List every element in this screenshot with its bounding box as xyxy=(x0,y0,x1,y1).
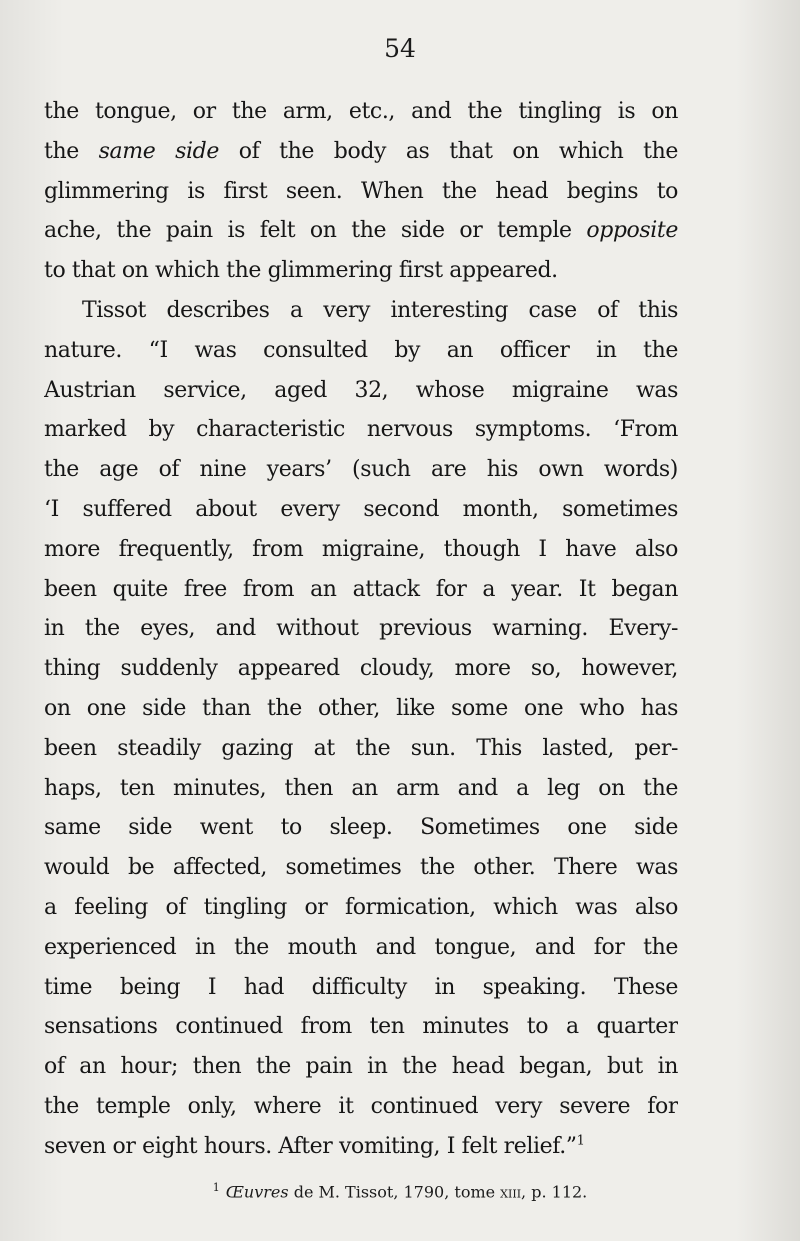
text-run: the xyxy=(44,138,99,164)
text-run: the tongue, or the arm, etc., and the tingling is on xyxy=(44,99,678,124)
text-run: experienced in the mouth and tongue, and for the xyxy=(44,934,678,960)
text-line xyxy=(44,808,678,848)
text-line xyxy=(44,172,678,212)
text-line xyxy=(44,331,678,371)
footnote-reference: 1 xyxy=(576,1133,585,1149)
text-run: same side went to sleep. Sometimes one side xyxy=(44,815,678,841)
text-run: glimmering is first seen. When the head begins to xyxy=(44,178,678,204)
text-line xyxy=(44,769,678,809)
text-run: on one side than the other, like some one who has xyxy=(44,695,678,721)
text-line xyxy=(44,968,678,1008)
body-text xyxy=(44,92,678,1167)
emphasis-text: opposite xyxy=(586,218,678,244)
text-line xyxy=(44,1127,678,1167)
text-run: been steadily gazing at the sun. This lasted, per- xyxy=(44,735,678,761)
text-run: would be affected, sometimes the other. There was xyxy=(44,855,678,881)
footnote-marker: 1 xyxy=(212,1181,220,1194)
text-run: Austrian service, aged 32, whose migraine was xyxy=(44,377,678,403)
text-line xyxy=(44,888,678,928)
text-run: ache, the pain is felt on the side or temple xyxy=(44,218,587,244)
page-number: 54 xyxy=(384,34,416,63)
text-line xyxy=(44,649,678,689)
footnote-text-b: , p. 112. xyxy=(521,1182,588,1202)
text-run: the age of nine years’ (such are his own words) xyxy=(44,457,678,483)
emphasis-text: same side xyxy=(98,138,219,164)
text-line xyxy=(44,729,678,769)
text-line xyxy=(44,450,678,490)
text-run: sensations continued from ten minutes to a quarter xyxy=(44,1014,678,1040)
text-line xyxy=(44,1087,678,1127)
text-line xyxy=(44,689,678,729)
text-run: in the eyes, and without previous warning. Every- xyxy=(44,616,678,642)
text-line xyxy=(44,490,678,530)
text-run: to that on which the glimmering first appeared. xyxy=(44,258,558,284)
text-run: the temple only, where it continued very severe for xyxy=(44,1093,678,1119)
footnote-title: Œuvres xyxy=(225,1182,289,1202)
text-run: Tissot describes a very interesting case of this xyxy=(82,297,678,323)
text-run: seven or eight hours. After vomiting, I felt relief.” xyxy=(44,1133,577,1159)
text-line xyxy=(44,251,678,291)
text-line xyxy=(44,1007,678,1047)
footnote xyxy=(0,1181,800,1201)
footnote-volume: xiii xyxy=(500,1182,522,1202)
text-line xyxy=(44,848,678,888)
text-run: haps, ten minutes, then an arm and a leg on the xyxy=(44,775,678,801)
text-line xyxy=(44,410,678,450)
text-line xyxy=(44,211,678,251)
text-run: of an hour; then the pain in the head began, but in xyxy=(44,1054,678,1080)
text-run: ‘I suffered about every second month, sometimes xyxy=(44,496,678,522)
text-run: a feeling of tingling or formication, which was also xyxy=(44,894,678,920)
text-line xyxy=(44,530,678,570)
text-line xyxy=(44,291,678,331)
text-line xyxy=(44,371,678,411)
text-run: more frequently, from migraine, though I have also xyxy=(44,536,678,562)
footnote-text-a: de M. Tissot, 1790, tome xyxy=(288,1182,501,1202)
text-run: of the body as that on which the xyxy=(218,138,678,164)
text-run: marked by characteristic nervous symptoms. ‘From xyxy=(44,417,678,443)
text-run: time being I had difficulty in speaking. These xyxy=(44,974,678,1000)
text-line xyxy=(44,609,678,649)
text-run: nature. “I was consulted by an officer in the xyxy=(44,337,678,363)
text-run: been quite free from an attack for a year. It began xyxy=(44,576,678,602)
text-line xyxy=(44,928,678,968)
text-line xyxy=(44,1047,678,1087)
text-run: thing suddenly appeared cloudy, more so, however, xyxy=(44,656,678,682)
text-line xyxy=(44,92,678,132)
text-line xyxy=(44,132,678,172)
text-line xyxy=(44,570,678,610)
